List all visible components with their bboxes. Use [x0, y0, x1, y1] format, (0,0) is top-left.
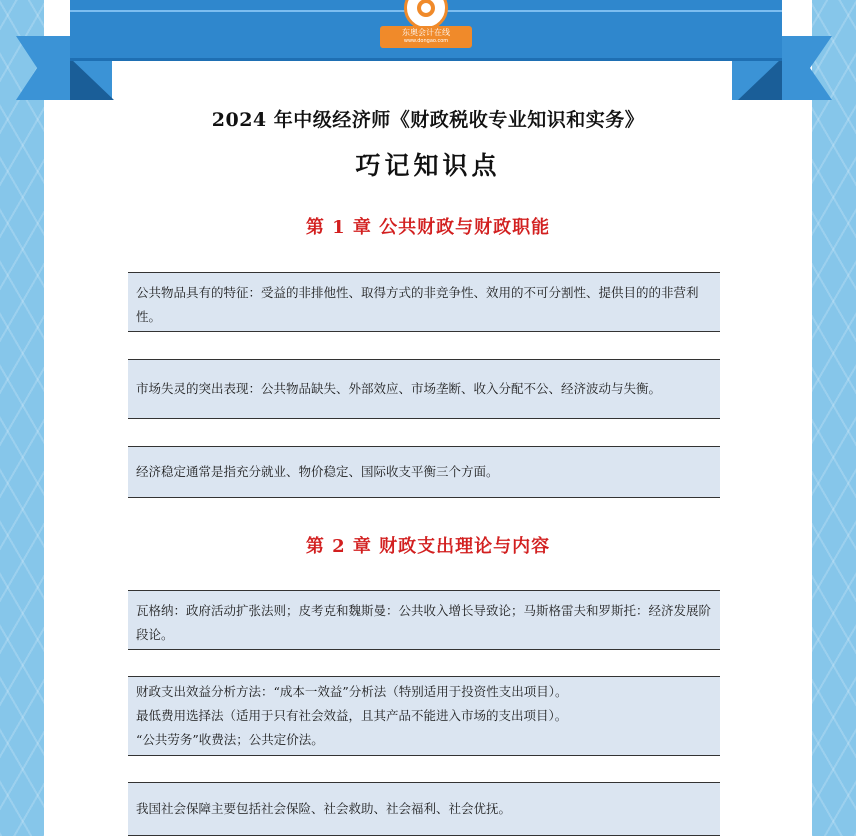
chapter-heading: 第 1 章 公共财政与财政职能	[305, 217, 551, 238]
knowledge-point-text: 经济稳定通常是指充分就业、物价稳定、国际收支平衡三个方面。	[136, 464, 499, 479]
brand-logo	[376, 0, 476, 52]
logo-ring-icon	[417, 0, 435, 17]
knowledge-point-text: 财政支出效益分析方法：“成本一效益”分析法（特别适用于投资性支出项目）。	[136, 684, 568, 699]
knowledge-point-card	[128, 272, 720, 332]
knowledge-point-text: 瓦格纳：政府活动扩张法则；皮考克和魏斯曼：公共收入增长导致论；马斯格雷夫和罗斯托：经济发展阶段论。	[136, 603, 712, 642]
knowledge-point-text: 市场失灵的突出表现：公共物品缺失、外部效应、市场垄断、收入分配不公、经济波动与失衡。	[136, 381, 662, 396]
knowledge-point-card	[128, 446, 720, 498]
document-title: 2024 年中级经济师《财政税收专业知识和实务》	[211, 109, 645, 131]
knowledge-point-text: 最低费用选择法（适用于只有社会效益，且其产品不能进入市场的支出项目）。	[136, 708, 568, 723]
knowledge-point-text: 我国社会保障主要包括社会保险、社会救助、社会福利、社会优抚。	[136, 801, 512, 816]
logo-url: www.dongao.com	[403, 38, 449, 44]
knowledge-point-text: “公共劳务”收费法；公共定价法。	[136, 732, 324, 747]
chapter-heading: 第 2 章 财政支出理论与内容	[305, 536, 551, 557]
document-subtitle: 巧记知识点	[355, 151, 501, 180]
knowledge-point-card	[128, 676, 720, 756]
knowledge-point-card	[128, 359, 720, 419]
logo-plate	[380, 26, 472, 48]
logo-name: 东奥会计在线	[402, 28, 450, 37]
knowledge-point-text: 公共物品具有的特征：受益的非排他性、取得方式的非竞争性、效用的不可分割性、提供目的的非营利性。	[136, 285, 699, 324]
knowledge-point-card	[128, 590, 720, 650]
knowledge-point-card	[128, 782, 720, 836]
